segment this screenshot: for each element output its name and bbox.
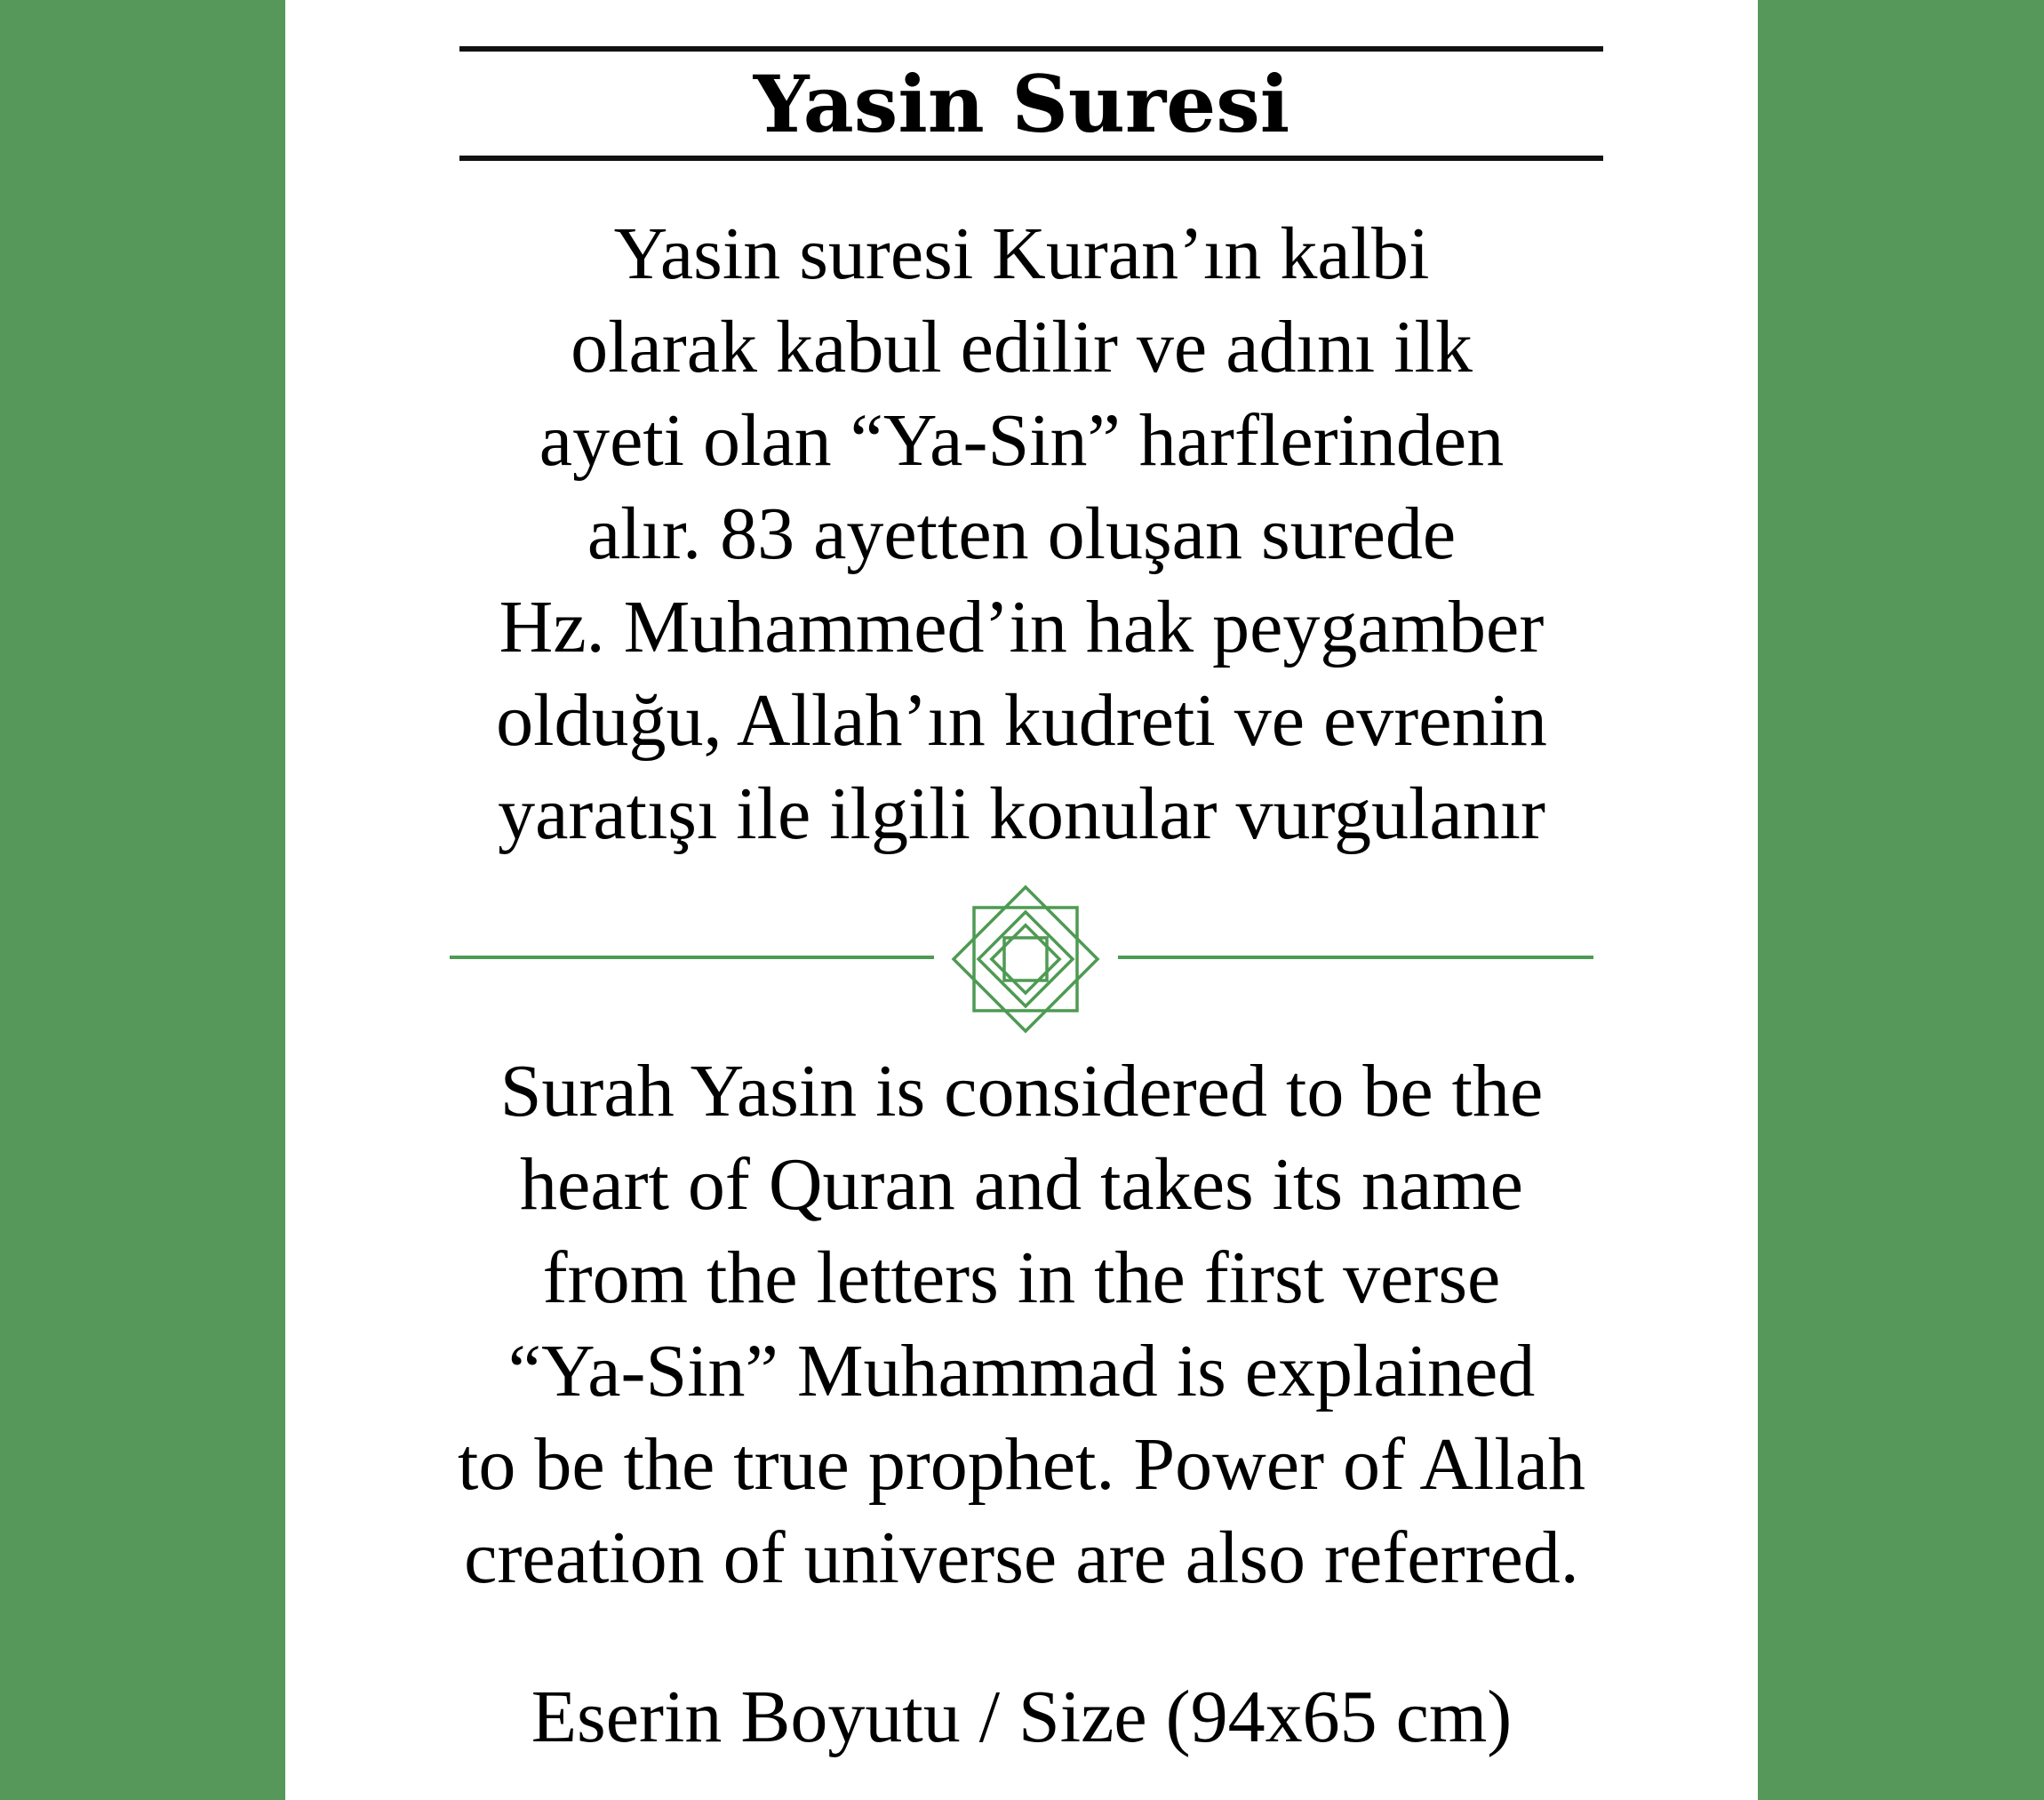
- english-line: from the letters in the first verse: [542, 1236, 1501, 1319]
- turkish-line: ayeti olan “Ya-Sin” harflerinden: [539, 399, 1505, 482]
- english-line: “Ya-Sin” Muhammad is explained: [507, 1330, 1536, 1412]
- info-card: [285, 0, 1758, 1800]
- turkish-line: Hz. Muhammed’in hak peygamber: [499, 586, 1545, 668]
- turkish-line: Yasin suresi Kuran’ın kalbi: [613, 212, 1430, 295]
- artwork-size-label: Eserin Boyutu / Size (94x65 cm): [531, 1676, 1513, 1758]
- english-line: to be the true prophet. Power of Allah: [457, 1423, 1586, 1506]
- title-bottom-rule: [459, 156, 1603, 161]
- turkish-line: olarak kabul edilir ve adını ilk: [571, 306, 1473, 388]
- divider-right-line: [1118, 956, 1593, 959]
- english-line: creation of universe are also referred.: [464, 1516, 1579, 1599]
- turkish-line: alır. 83 ayetten oluşan surede: [587, 492, 1457, 575]
- eight-point-star-ornament-icon: [950, 884, 1101, 1035]
- page-title: Yasin Suresi: [753, 58, 1290, 150]
- divider-left-line: [450, 956, 934, 959]
- turkish-line: olduğu, Allah’ın kudreti ve evrenin: [496, 679, 1547, 762]
- english-line: heart of Quran and takes its name: [520, 1143, 1523, 1226]
- turkish-line: yaratışı ile ilgili konular vurgulanır: [498, 772, 1545, 855]
- english-description: [285, 1044, 1758, 1604]
- english-line: Surah Yasin is considered to be the: [499, 1050, 1544, 1132]
- turkish-description: [285, 207, 1758, 860]
